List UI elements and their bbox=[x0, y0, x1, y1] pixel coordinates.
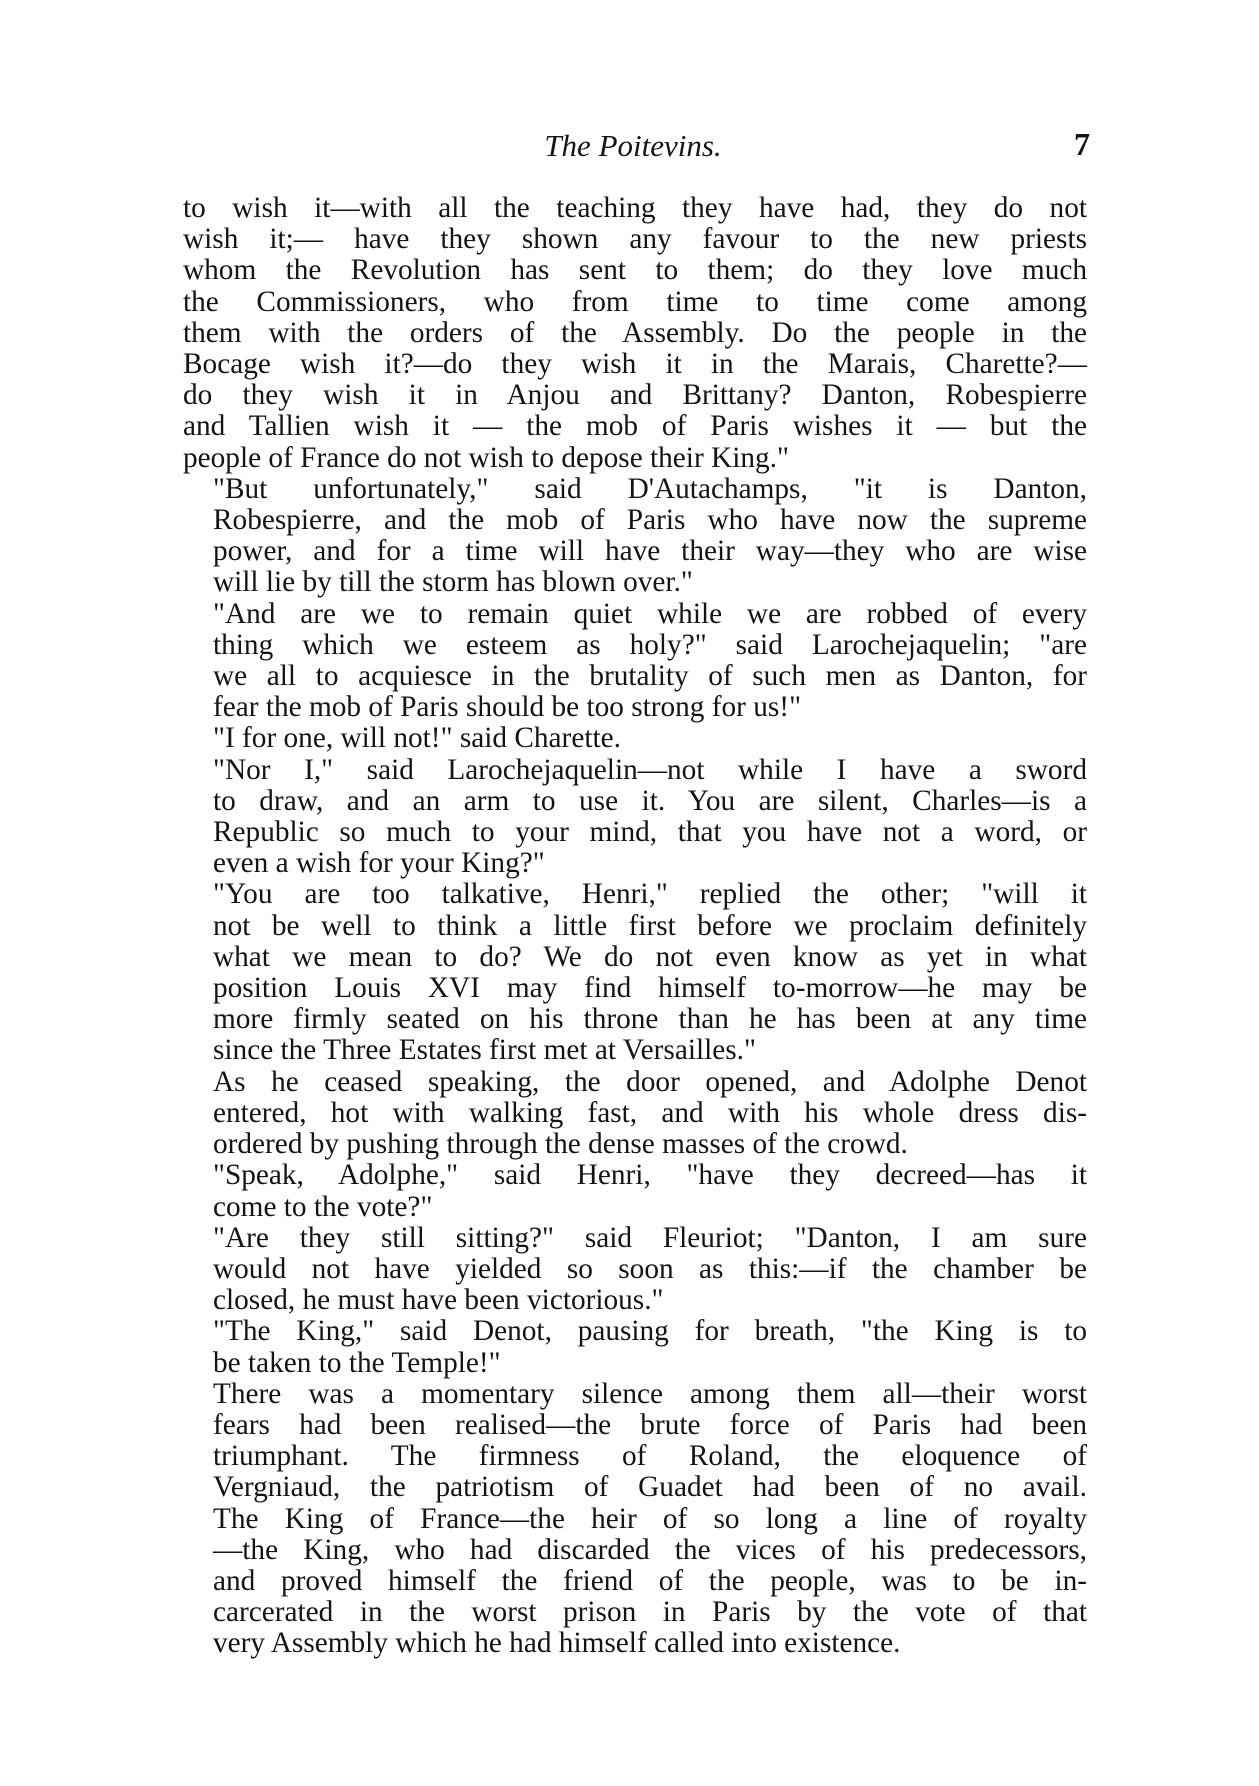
text-line: fear the mob of Paris should be too strong for us!" bbox=[213, 691, 802, 724]
text-line: them with the orders of the Assembly. Do the people in the bbox=[183, 316, 1087, 349]
text-line: whom the Revolution has sent to them; do they love much bbox=[183, 254, 1087, 287]
text-line: wish it;— have they shown any favour to the new priests bbox=[183, 223, 1087, 256]
text-line: people of France do not wish to depose their King." bbox=[183, 441, 789, 474]
paragraph bbox=[183, 599, 1087, 724]
text-line: "Are they still sitting?" said Fleuriot; "Danton, I am sure bbox=[213, 1221, 1087, 1254]
text-line: will lie by till the storm has blown over." bbox=[213, 566, 693, 599]
text-line: more firmly seated on his throne than he has been at any time bbox=[213, 1003, 1087, 1036]
text-line: position Louis XVI may find himself to-morrow—he may be bbox=[213, 972, 1087, 1005]
text-line: the Commissioners, who from time to time come among bbox=[183, 285, 1087, 318]
text-line: entered, hot with walking fast, and with his whole dress dis- bbox=[213, 1096, 1087, 1129]
text-line: do they wish it in Anjou and Brittany? Danton, Robespierre bbox=[183, 379, 1087, 412]
text-line: "The King," said Denot, pausing for breath, "the King is to bbox=[213, 1315, 1087, 1348]
text-line: to draw, and an arm to use it. You are silent, Charles—is a bbox=[213, 784, 1087, 817]
text-line: since the Three Estates first met at Versailles." bbox=[213, 1034, 756, 1067]
paragraph bbox=[183, 1067, 1087, 1161]
text-line: come to the vote?" bbox=[213, 1190, 433, 1223]
running-title: The Poitevins. bbox=[544, 128, 722, 163]
paragraph bbox=[183, 1223, 1087, 1317]
text-line: closed, he must have been victorious." bbox=[213, 1284, 664, 1317]
text-line: we all to acquiesce in the brutality of such men as Danton, for bbox=[213, 660, 1087, 693]
text-line: ordered by pushing through the dense masses of the crowd. bbox=[213, 1128, 908, 1161]
text-line: As he ceased speaking, the door opened, and Adolphe Denot bbox=[213, 1065, 1087, 1098]
text-line: "But unfortunately," said D'Autachamps, "it is Danton, bbox=[213, 472, 1087, 505]
paragraph bbox=[183, 1379, 1087, 1660]
text-line: and Tallien wish it — the mob of Paris wishes it — but the bbox=[183, 410, 1087, 443]
text-line: Republic so much to your mind, that you have not a word, or bbox=[213, 816, 1087, 849]
text-line: Bocage wish it?—do they wish it in the Marais, Charette?— bbox=[183, 348, 1087, 381]
text-line: Vergniaud, the patriotism of Guadet had been of no avail. bbox=[213, 1471, 1087, 1504]
text-line: The King of France—the heir of so long a line of royalty bbox=[213, 1502, 1087, 1535]
text-line: triumphant. The firmness of Roland, the eloquence of bbox=[213, 1440, 1087, 1473]
paragraph bbox=[183, 879, 1087, 1066]
body-text bbox=[183, 193, 1087, 1660]
text-line: very Assembly which he had himself called into existence. bbox=[213, 1627, 901, 1660]
text-line: power, and for a time will have their way—they who are wise bbox=[213, 535, 1087, 568]
text-line: not be well to think a little first before we proclaim definitely bbox=[213, 909, 1087, 942]
text-line: "And are we to remain quiet while we are robbed of every bbox=[213, 597, 1087, 630]
text-line: "I for one, will not!" said Charette. bbox=[213, 722, 621, 755]
paragraph bbox=[183, 474, 1087, 599]
paragraph bbox=[183, 755, 1087, 880]
text-line: Robespierre, and the mob of Paris who have now the supreme bbox=[213, 504, 1087, 537]
text-line: be taken to the Temple!" bbox=[213, 1346, 501, 1379]
text-line: "Speak, Adolphe," said Henri, "have they decreed—has it bbox=[213, 1159, 1087, 1192]
text-line: fears had been realised—the brute force of Paris had been bbox=[213, 1408, 1087, 1441]
text-line: thing which we esteem as holy?" said Larochejaquelin; "are bbox=[213, 628, 1087, 661]
paragraph bbox=[183, 723, 1087, 754]
paragraph bbox=[183, 1160, 1087, 1222]
page-number: 7 bbox=[1074, 126, 1090, 162]
paragraph bbox=[183, 193, 1087, 474]
text-line: to wish it—with all the teaching they have had, they do not bbox=[183, 192, 1087, 224]
text-line: would not have yielded so soon as this:—if the chamber be bbox=[213, 1252, 1087, 1285]
paragraph bbox=[183, 1316, 1087, 1378]
text-line: what we mean to do? We do not even know as yet in what bbox=[213, 940, 1087, 973]
text-line: carcerated in the worst prison in Paris by the vote of that bbox=[213, 1596, 1087, 1629]
text-line: There was a momentary silence among them all—their worst bbox=[213, 1377, 1087, 1410]
text-line: even a wish for your King?" bbox=[213, 847, 545, 880]
text-line: "Nor I," said Larochejaquelin—not while I have a sword bbox=[213, 753, 1087, 786]
text-line: and proved himself the friend of the people, was to be in- bbox=[213, 1564, 1087, 1597]
text-line: —the King, who had discarded the vices of his predecessors, bbox=[213, 1533, 1087, 1566]
text-line: "You are too talkative, Henri," replied the other; "will it bbox=[213, 878, 1087, 911]
